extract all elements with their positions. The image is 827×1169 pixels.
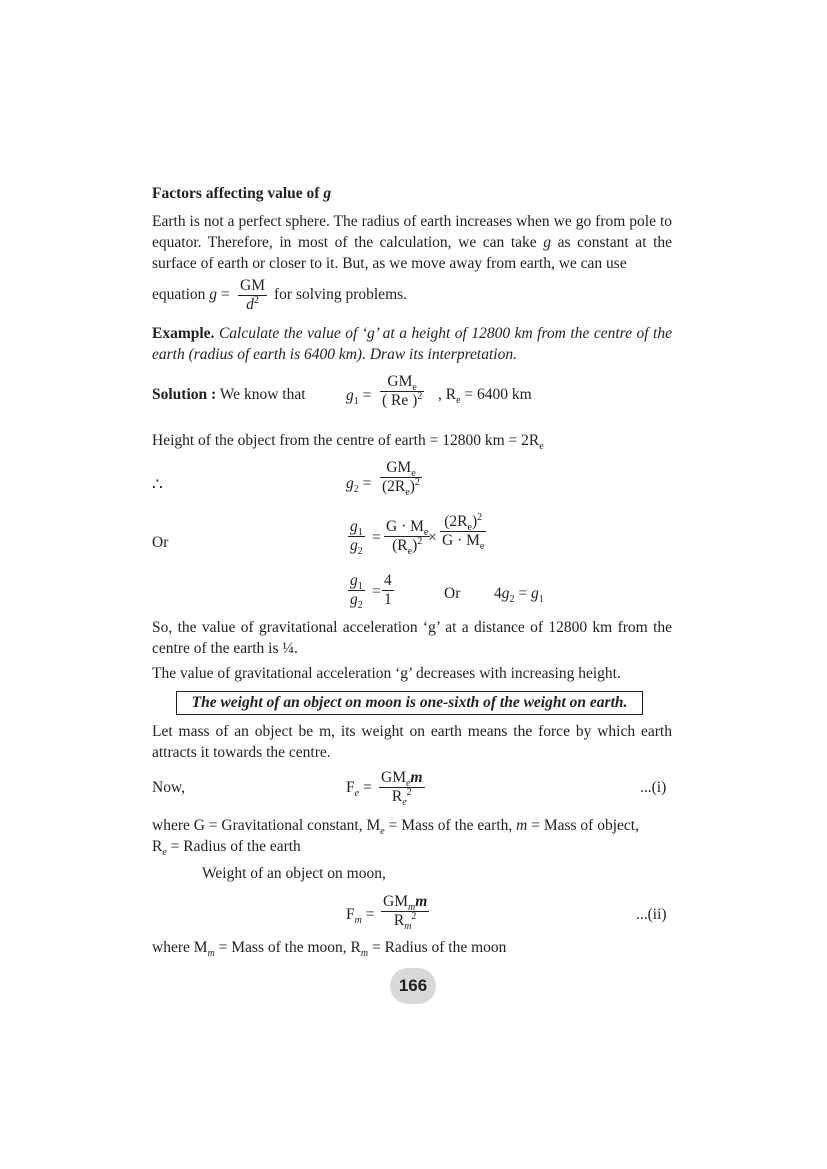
- radius-value: , $R_e = 6400$ km: [438, 386, 532, 407]
- equation-label: equation g =: [152, 286, 230, 303]
- g1-lhs: $g_1$ =: [346, 387, 372, 408]
- gme-over-re2-fraction: $GM_e$ ( Re )$^2$: [382, 373, 423, 409]
- decrease-statement: The value of gravitational acceleration ‘g’ decreases with increasing height.: [152, 665, 621, 682]
- page-number: 166: [390, 968, 436, 1004]
- fm-lhs: $F_m$ =: [346, 906, 375, 927]
- equation-suffix: for solving problems.: [274, 286, 408, 303]
- equation-tag-i: ...(i): [640, 779, 667, 796]
- now-label: Now,: [152, 779, 186, 796]
- 2re2-over-gme-term: $(2R_e)^2$ $G \cdot M_e$: [442, 511, 485, 553]
- intro-paragraph: Earth is not a perfect sphere. The radius of earth increases when we go from pole to equator. Therefore, in most of the calculation, we can take g as constant at the surface of earth or closer to it. But, as we move away from earth, we can use: [152, 213, 673, 272]
- conclusion-paragraph: So, the value of gravitational acceleration ‘g’ at a distance of 12800 km from the centre of the earth is ¼.: [152, 619, 672, 657]
- g2-lhs: $g_2$ =: [346, 475, 372, 496]
- times-sign: ×: [428, 529, 437, 546]
- solution-label: Solution : We know that: [152, 386, 306, 403]
- equals-sign: =: [372, 529, 381, 546]
- gme-over-2re2-fraction: $GM_e$ $(2R_e)^2$: [382, 459, 420, 499]
- moon-intro: Weight of an object on moon,: [202, 865, 386, 882]
- ratio-lhs-fraction: $g_1$ $g_2$: [350, 572, 363, 612]
- gm-over-d2-fraction: GM $d^2$: [240, 277, 265, 313]
- fe-lhs: $F_e$ =: [346, 779, 372, 800]
- mass-paragraph: Let mass of an object be m, its weight on earth means the force by which earth attracts it towards the centre.: [152, 723, 672, 761]
- section-heading: Factors affecting value of g: [152, 185, 332, 202]
- boxed-statement: The weight of an object on moon is one-sixth of the weight on earth.: [176, 691, 643, 715]
- where-line-2: $R_e$ = Radius of the earth: [152, 838, 301, 859]
- g1-over-g2-fraction: $g_1$ $g_2$: [350, 518, 363, 558]
- height-line: Height of the object from the centre of earth = 12800 km = $2R_e$: [152, 432, 544, 453]
- ratio-or: Or: [444, 585, 461, 602]
- gme-over-re2-term: $G \cdot M_e$ $(R_e)^2$: [386, 518, 429, 558]
- example-paragraph: Example. Calculate the value of ‘g’ at a height of 12800 km from the centre of the earth (radius of earth is 6400 km). Draw its interpretation.: [152, 325, 672, 363]
- or-label: Or: [152, 534, 169, 551]
- therefore-symbol: ∴: [152, 475, 163, 494]
- ratio-equals: =: [372, 583, 381, 600]
- fe-fraction: $GM_em$ $R_e^2$: [381, 769, 423, 809]
- four-over-one-fraction: 4 1: [384, 572, 392, 608]
- equation-tag-ii: ...(ii): [636, 906, 667, 923]
- where-line-1: where G = Gravitational constant, $M_e$ = Mass of the earth, m = Mass of object,: [152, 817, 639, 838]
- where-moon-line: where $M_m$ = Mass of the moon, $R_m$ = Radius of the moon: [152, 939, 507, 960]
- fm-fraction: $GM_mm$ $R_m^2$: [383, 893, 428, 933]
- ratio-result: $4g_2 = g_1$: [494, 585, 544, 606]
